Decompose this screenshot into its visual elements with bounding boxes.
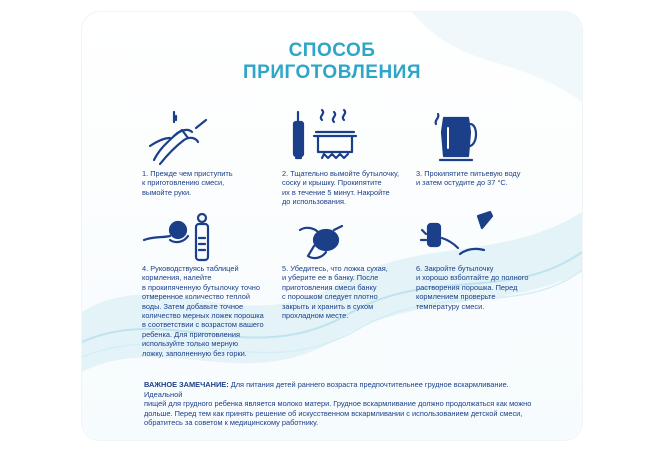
- shake-bottle-icon: [418, 208, 498, 268]
- kettle-icon: [418, 108, 498, 168]
- step-6-text: 6. Закройте бутылочку и хорошо взболтайте до полного растворения порошка. Перед кормлением проверьте температуру смеси.: [416, 264, 529, 311]
- measuring-scoop-icon: [140, 208, 220, 268]
- step-3-text: 3. Прокипятите питьевую воду и затем остудите до 37 °С.: [416, 169, 521, 188]
- page-title-line1: СПОСОБ: [288, 40, 376, 61]
- sterilizing-pot-icon: [284, 108, 364, 168]
- step-1-text: 1. Прежде чем приступить к приготовлению смеси, вымойте руки.: [142, 169, 233, 197]
- instruction-panel: [82, 12, 582, 440]
- step-2-text: 2. Тщательно вымойте бутылочку, соску и крышку. Прокипятите их в течение 5 минут. Накройте до использования.: [282, 169, 400, 207]
- step-4-text: 4. Руководствуясь таблицей кормления, налейте в прокипяченную бутылочку точно отмеренное количество теплой воды. Затем добавьте точное количество мерных ложек порошка в соответствии с возрастом вашего ребенка. Для приготовления используйте только мерную ложку, заполненную без горки.: [142, 264, 264, 358]
- dry-spoon-icon: [284, 208, 364, 268]
- important-note-label: ВАЖНОЕ ЗАМЕЧАНИЕ:: [144, 380, 229, 389]
- important-note: [144, 380, 544, 428]
- step-5-text: 5. Убедитесь, что ложка сухая, и уберите ее в банку. После приготовления смеси банку с порошком следует плотно закрыть и хранить в сухом прохладном месте.: [282, 264, 388, 321]
- hand-washing-icon: [140, 108, 220, 168]
- important-note-text: Для питания детей раннего возраста предпочтительнее грудное вскармливание. Идеальной пищей для грудного ребенка является молоко матери. Грудное вскармливание должно продолжаться как можно дольше. Перед тем как принять решение об искусственном вскармливании с использованием детской смеси, обратитесь за советом к медицинскому работнику.: [144, 380, 532, 428]
- page-title-line2: ПРИГОТОВЛЕНИЯ: [243, 62, 421, 83]
